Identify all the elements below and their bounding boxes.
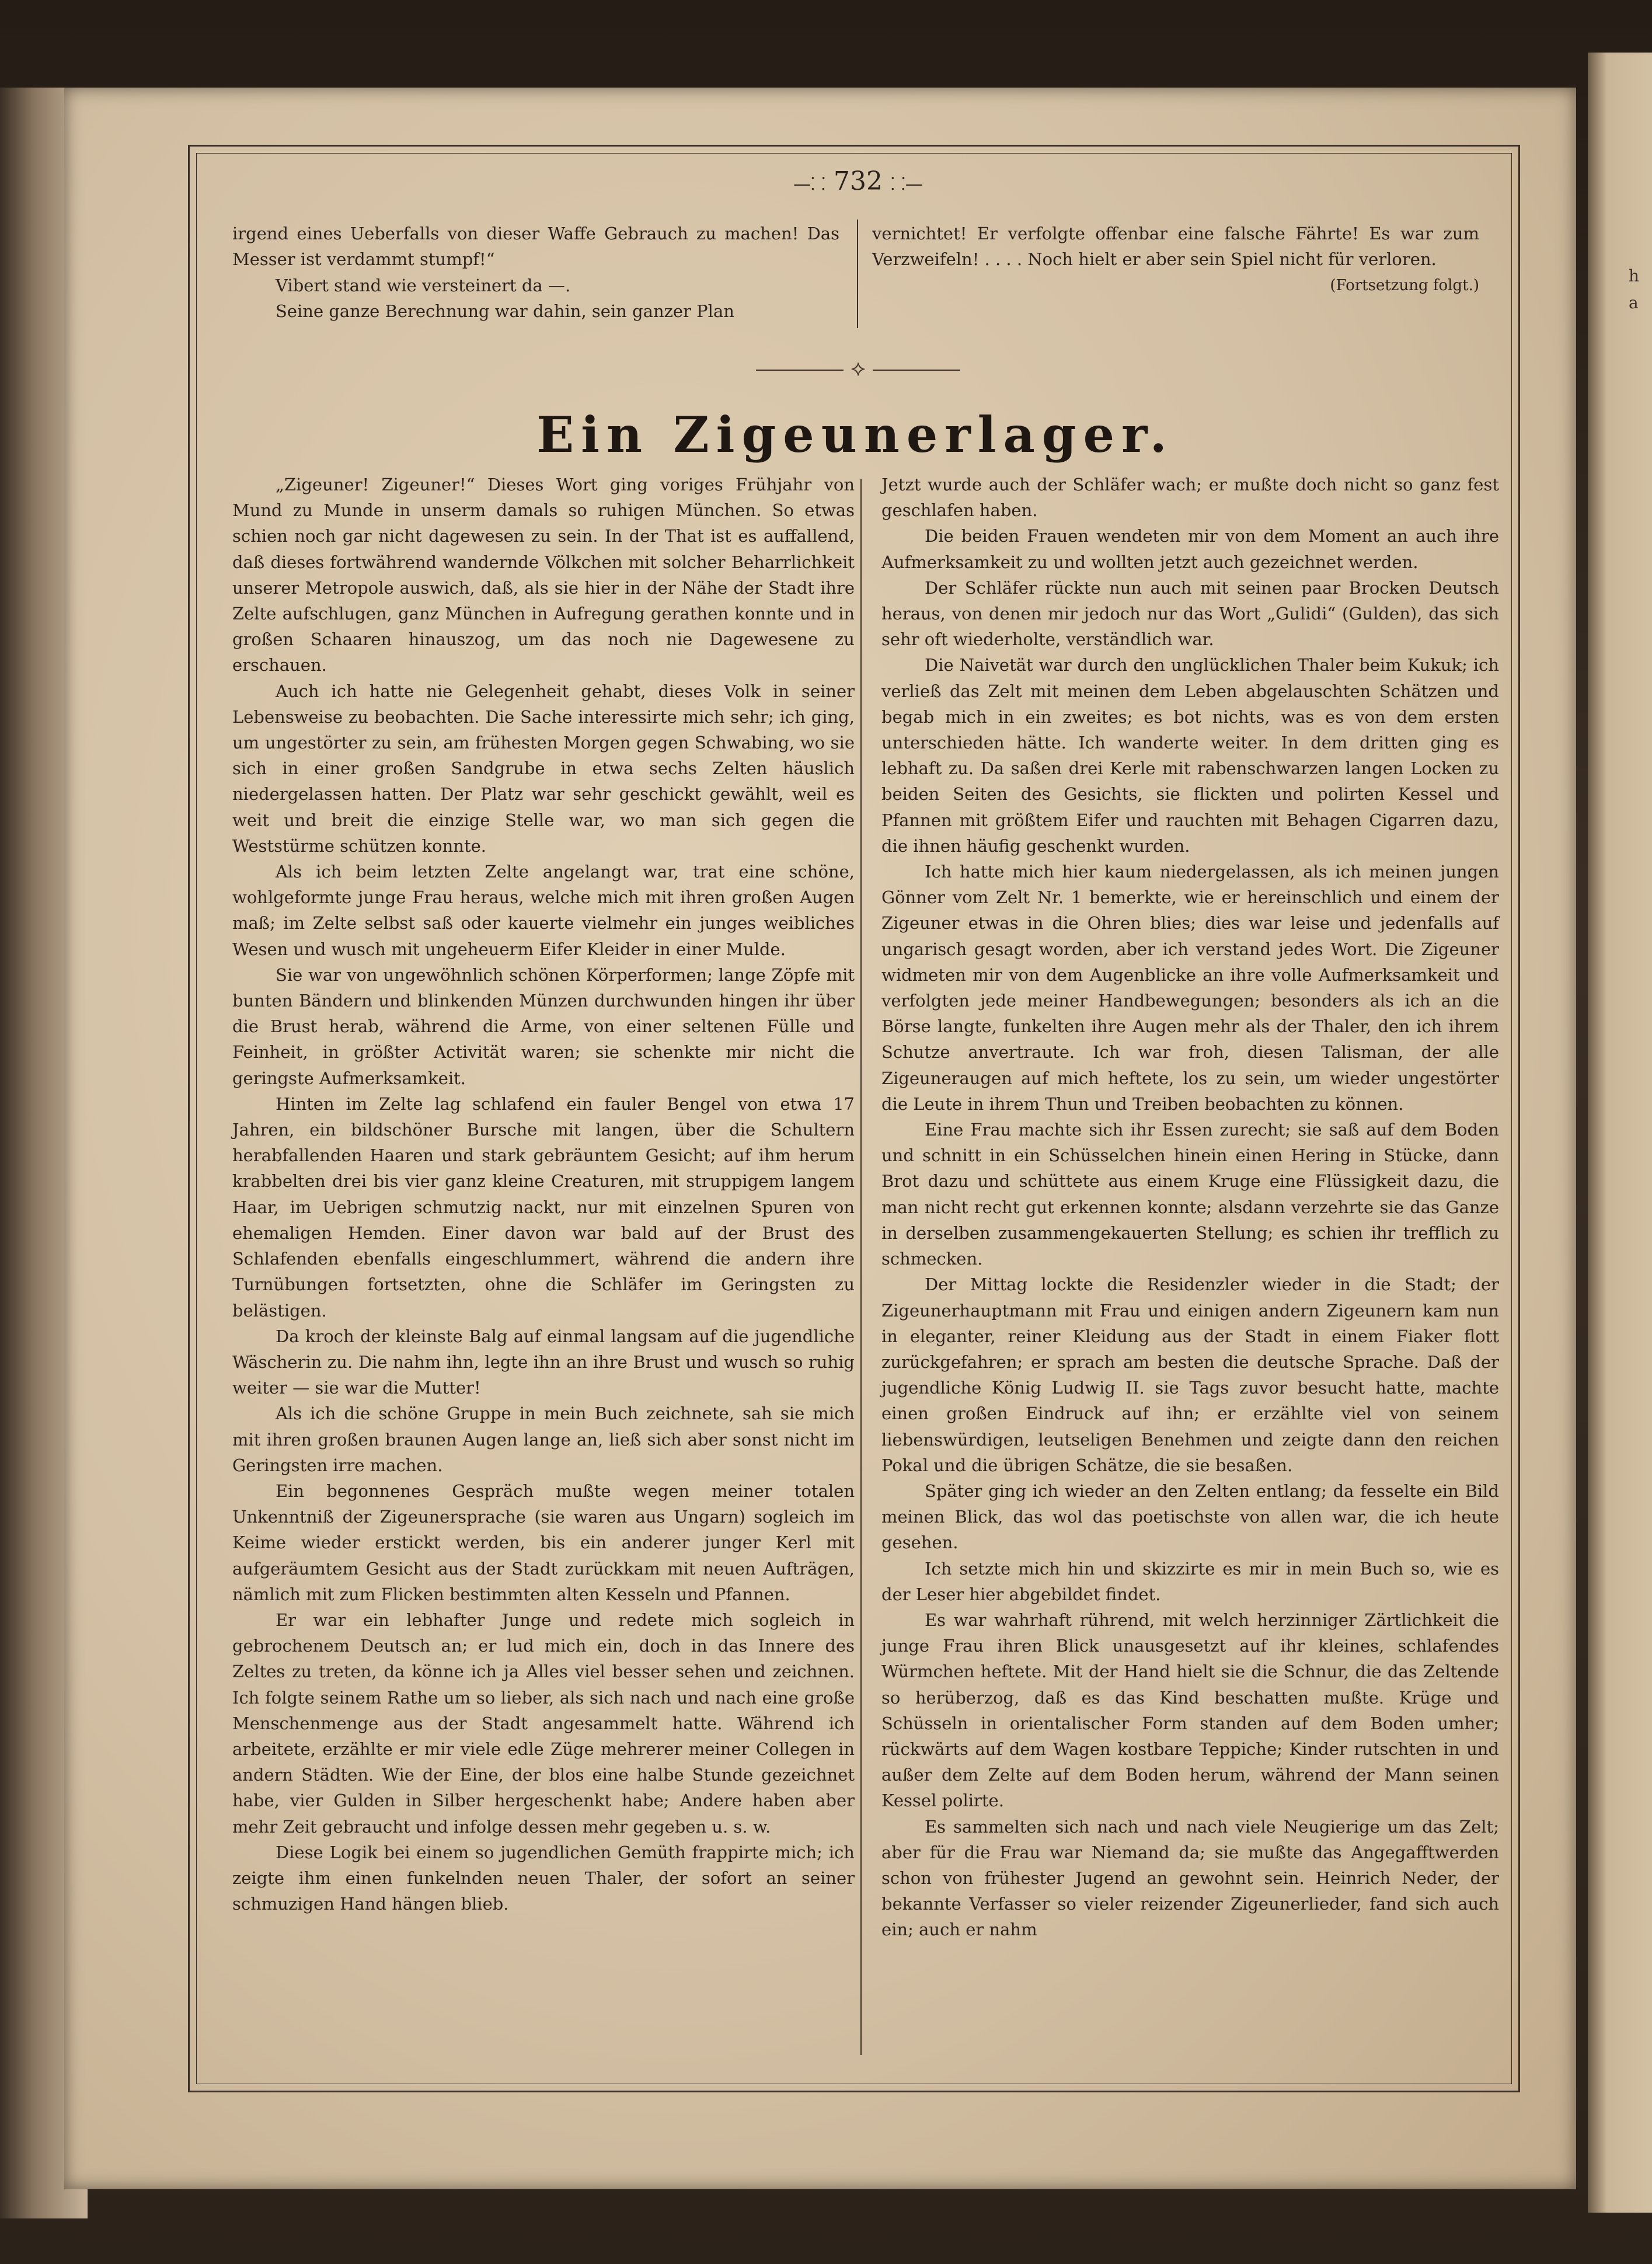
next-page-edge <box>1588 53 1652 2213</box>
article-paragraph: Als ich die schöne Gruppe in mein Buch zeichnete, sah sie mich mit ihren großen braunen Augen lange an, ließ sich aber sonst nicht im Geringsten irre machen. <box>232 1403 855 1475</box>
article-paragraph: Später ging ich wieder an den Zelten entlang; da fesselte ein Bild meinen Blick, das wol das poetischste von allen war, die ich heute gesehen. <box>881 1481 1499 1553</box>
continued-paragraph: Vibert stand wie versteinert da —. <box>276 275 571 295</box>
article-title: Ein Zigeunerlager. <box>536 406 1174 464</box>
article-paragraph: Hinten im Zelte lag schlafend ein fauler Bengel von etwa 17 Jahren, ein bildschöner Bursche mit langen, über die Schultern herabfallenden Haaren und stark gebräuntem Gesicht; auf ihm herum krabbelten drei bis vier ganz kleine Creaturen, mit struppigem langem Haar, im Uebrigen schmutzig nackt, nur mit einzelnen Spuren von ehemaligen Hemden. Einer davon war bald auf der Brust des Schlafenden ebenfalls eingeschlummert, während die andern ihre Turnübungen fortsetzten, ohne die Schläfer im Geringsten zu belästigen. <box>232 1093 855 1321</box>
header-ornament-left: —⸬ <box>793 174 825 194</box>
article-right-column <box>881 472 1499 1943</box>
article-paragraph: Ich setzte mich hin und skizzirte es mir in mein Buch so, wie es der Leser hier abgebildet findet. <box>881 1558 1499 1604</box>
page-number: 732 <box>834 166 883 196</box>
article-paragraph: Der Mittag lockte die Residenzler wieder in die Stadt; der Zigeunerhauptmann mit Frau und einigen andern Zigeunern kam nun in eleganter, reiner Kleidung aus der Stadt in einem Fiaker flott zurückgefahren; er sprach am besten die deutsche Sprache. Daß der jugendliche König Ludwig II. sie Tags zuvor besucht hatte, machte einen großen Eindruck auf ihn; er erzählte viel von seinem liebenswürdigen, leutseligen Benehmen und zeigte dann den reichen Pokal und die übrigen Schätze, die sie besaßen. <box>881 1274 1499 1475</box>
article-paragraph: Die beiden Frauen wendeten mir von dem Moment an auch ihre Aufmerksamkeit zu und wollten jetzt auch gezeichnet werden. <box>881 526 1499 572</box>
article-paragraph: Diese Logik bei einem so jugendlichen Gemüth frappirte mich; ich zeigte ihm einen funkelnden neuen Thaler, der sofort an seiner schmuzigen Hand hängen blieb. <box>232 1842 855 1914</box>
article-left-column <box>232 472 855 1917</box>
article-paragraph: Als ich beim letzten Zelte angelangt war, trat eine schöne, wohlgeformte junge Frau heraus, welche mich mit ihren großen Augen maß; im Zelte selbst saß oder kauerte vielmehr ein junges weibliches Wesen und wusch mit ungeheuerm Eifer Kleider in einer Mulde. <box>232 862 855 959</box>
article-paragraph: Es war wahrhaft rührend, mit welch herzinniger Zärtlichkeit die junge Frau ihren Blick unausgesetzt auf ihr kleines, schlafendes Würmchen heftete. Mit der Hand hielt sie die Schnur, die das Zeltende so herüberzog, daß es das Kind beschatten mußte. Krüge und Schüsseln in orientalischer Form standen auf dem Boden umher; rückwärts auf dem Wagen kostbare Teppiche; Kinder rutschten in und außer dem Zelte auf dem Boden herum, während der Mann seinen Kessel polirte. <box>881 1610 1499 1811</box>
continued-paragraph: Seine ganze Berechnung war dahin, sein ganzer Plan <box>276 301 734 322</box>
column-rule-top <box>857 220 858 328</box>
divider-ornament: ⟡ <box>851 355 866 381</box>
header-ornament-right: ⸬— <box>890 174 923 194</box>
article-paragraph: Die Naivetät war durch den unglücklichen Thaler beim Kukuk; ich verließ das Zelt mit meinen dem Leben abgelauschten Schätzen und begab mich in ein zweites; es bot nichts, was es von dem ersten unterschieden hätte. Ich wanderte weiter. In dem dritten ging es lebhaft zu. Da saßen drei Kerle mit rabenschwarzen langen Locken zu beiden Seiten des Gesichts, sie flickten und polirten Kessel und Pfannen mit größtem Eifer und rauchten mit Behagen Cigarren dazu, die ihnen häufig geschenkt wurden. <box>881 655 1499 856</box>
continued-paragraph: irgend eines Ueberfalls von dieser Waffe Gebrauch zu machen! Das Messer ist verdammt stumpf!“ <box>232 224 839 270</box>
article-paragraph: Ein begonnenes Gespräch mußte wegen meiner totalen Unkenntniß der Zigeunersprache (sie waren aus Ungarn) sogleich im Keime wieder erstickt werden, bis ein anderer junger Kerl mit aufgeräumtem Gesicht aus der Stadt zurückkam mit neuen Aufträgen, nämlich mit zum Flicken bestimmten alten Kesseln und Pfannen. <box>232 1481 855 1604</box>
article-paragraph: Jetzt wurde auch der Schläfer wach; er mußte doch nicht so ganz fest geschlafen haben. <box>881 475 1499 521</box>
edge-letter: h <box>1629 266 1640 285</box>
section-divider <box>736 355 981 381</box>
article-paragraph: Er war ein lebhafter Junge und redete mich sogleich in gebrochenem Deutsch an; er lud mich ein, doch in das Innere des Zeltes zu treten, da könne ich ja Alles viel besser sehen und zeichnen. Ich folgte seinem Rathe um so lieber, als sich nach und nach eine große Menschenmenge aus der Stadt angesammelt hatte. Während ich arbeitete, erzählte er mir viele edle Züge mehrerer meiner Collegen in andern Städten. Wie der Eine, der blos eine halbe Stunde gezeichnet habe, vier Gulden in Silber hergeschenkt habe; Andere haben aber mehr Zeit gebraucht und infolge dessen mehr gegeben u. s. w. <box>232 1610 855 1837</box>
article-paragraph: Es sammelten sich nach und nach viele Neugierige um das Zelt; aber für die Frau war Niemand da; sie mußte das Angegafftwerden schon von frühester Jugend an gewohnt sein. Heinrich Neder, der bekannte Verfasser so vieler reizender Zigeunerlieder, fand sich auch ein; auch er nahm <box>881 1816 1499 1940</box>
article-paragraph: Da kroch der kleinste Balg auf einmal langsam auf die jugendliche Wäscherin zu. Die nahm ihn, legte ihn an ihre Brust und wusch so ruhig weiter — sie war die Mutter! <box>232 1326 855 1398</box>
article-paragraph: Eine Frau machte sich ihr Essen zurecht; sie saß auf dem Boden und schnitt in ein Schüsselchen hinein einen Hering in Stücke, dann Brot dazu und schüttete aus einem Kruge eine Flüssigkeit dazu, die man nicht recht gut erkennen konnte; alsdann verzehrte sie das Ganze in derselben zusammengekauerten Stellung; es schien ihr trefflich zu schmecken. <box>881 1120 1499 1269</box>
article-paragraph: „Zigeuner! Zigeuner!“ Dieses Wort ging voriges Frühjahr von Mund zu Munde in unserm damals so ruhigen München. So etwas schien noch gar nicht dagewesen zu sein. In der That ist es auffallend, daß dieses fortwährend wandernde Völkchen mit solcher Beharrlichkeit unserer Metropole auswich, daß, als sie hier in der Nähe der Stadt ihre Zelte aufschlugen, ganz München in Aufregung gerathen konnte und in großen Schaaren hinauszog, um das noch nie Dagewesene zu erschauen. <box>232 475 855 675</box>
continued-paragraph: vernichtet! Er verfolgte offenbar eine falsche Fährte! Es war zum Verzweifeln! . . . . Noch hielt er aber sein Spiel nicht für verloren. <box>872 224 1479 270</box>
continued-right-column <box>872 221 1479 298</box>
continued-left-column <box>232 221 839 325</box>
edge-letter: a <box>1629 293 1639 312</box>
page-header <box>759 166 957 201</box>
next-page-letters <box>1629 263 1652 316</box>
article-paragraph: Der Schläfer rückte nun auch mit seinen paar Brocken Deutsch heraus, von denen mir jedoch nur das Wort „Gulidi“ (Gulden), das sich sehr oft wiederholte, verständlich war. <box>881 577 1499 650</box>
article-paragraph: Ich hatte mich hier kaum niedergelassen, als ich meinen jungen Gönner vom Zelt Nr. 1 bemerkte, wie er hereinschlich und einem der Zigeuner etwas in die Ohren blies; dies war leise und jedenfalls auf ungarisch gesagt worden, aber ich verstand jedes Wort. Die Zigeuner widmeten mir von dem Augenblicke an ihre volle Aufmerksamkeit und verfolgten jede meiner Handbewegungen; besonders als ich an die Börse langte, funkelten ihre Augen mehr als der Thaler, den ich ihrem Schutze anvertraute. Ich war froh, diesen Talisman, der alle Zigeuneraugen auf mich heftete, los zu sein, um wieder ungestörter die Leute in ihrem Thun und Treiben beobachten zu können. <box>881 862 1499 1114</box>
article-paragraph: Auch ich hatte nie Gelegenheit gehabt, dieses Volk in seiner Lebensweise zu beobachten. Die Sache interessirte mich sehr; ich ging, um ungestörter zu sein, am frühesten Morgen gegen Schwabing, wo sie sich in einer großen Sandgrube in etwa sechs Zelten häuslich niedergelassen hatten. Der Platz war sehr geschickt gewählt, weil es weit und breit die einzige Stelle war, wo man sich gegen die Weststürme schützen konnte. <box>232 681 855 856</box>
continuation-note: (Fortsetzung folgt.) <box>1330 276 1479 294</box>
column-rule-article <box>860 479 862 2055</box>
article-paragraph: Sie war von ungewöhnlich schönen Körperformen; lange Zöpfe mit bunten Bändern und blinkenden Münzen durchwunden hingen ihr über die Brust herab, während die Arme, von einer seltenen Fülle und Feinheit, in größter Activität waren; sie schenkte mir nicht die geringste Aufmerksamkeit. <box>232 964 855 1088</box>
